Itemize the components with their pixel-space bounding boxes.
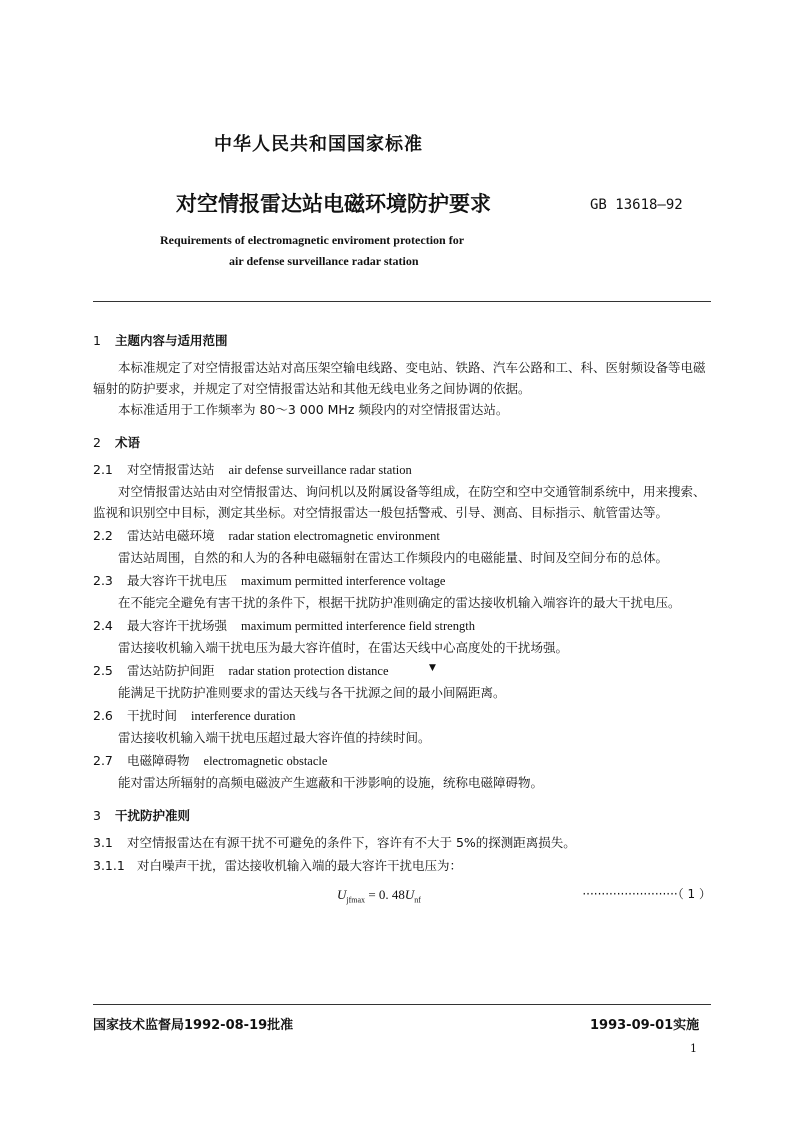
document-title-cn: 对空情报雷达站电磁环境防护要求 <box>176 192 491 216</box>
term-entry: 2.7 电磁障碍物 electromagnetic obstacle 能对雷达所辐射的高频电磁波产生遮蔽和干涉影响的设施，统称电磁障碍物。 <box>93 753 544 790</box>
implementation-date: 1993-09-01实施 <box>590 1018 700 1033</box>
document-title-en-line2: air defense surveillance radar station <box>229 254 419 268</box>
equation-1 <box>93 884 711 908</box>
approval-info: 国家技术监督局1992-08-19批准 <box>93 1018 294 1033</box>
term-entry: 2.1 对空情报雷达站 air defense surveillance radar station 对空情报雷达站由对空情报雷达、询问机以及附属设备等组成，在防空和空中交通管制系统中，用来搜索、监视和识别空中目标，测定其坐标。对空情报雷达一般包括警戒、引导、测高、目标指示、航管雷达等。 <box>93 462 706 520</box>
scan-mark: ▼ <box>429 663 436 673</box>
section-3-heading: 3 干扰防护准则 <box>93 808 191 823</box>
section-1-paragraph-2: 本标准适用于工作频率为 80～3 000 MHz 频段内的对空情报雷达站。 <box>118 402 509 417</box>
clause-3-1: 3.1 对空情报雷达在有源干扰不可避免的条件下，容许有不大于 5%的探测距离损失。 <box>93 835 576 850</box>
section-1-paragraph-1: 本标准规定了对空情报雷达站对高压架空输电线路、变电站、铁路、汽车公路和工、科、医射频设备等电磁辐射的防护要求，并规定了对空情报雷达站和其他无线电业务之间协调的依据。 <box>93 360 706 396</box>
equation-number: ·························（ 1 ） <box>582 887 711 901</box>
footer-divider <box>93 1004 711 1005</box>
term-entry: 2.5 雷达站防护间距 radar station protection distance 能满足干扰防护准则要求的雷达天线与各干扰源之间的最小间隔距离。 <box>93 663 506 700</box>
header-divider <box>93 301 711 302</box>
term-entry: 2.3 最大容许干扰电压 maximum permitted interference voltage 在不能完全避免有害干扰的条件下，根据干扰防护准则确定的雷达接收机输入端容许的最大干扰电压。 <box>93 573 681 610</box>
term-entry: 2.6 干扰时间 interference duration 雷达接收机输入端干扰电压超过最大容许值的持续时间。 <box>93 708 431 745</box>
term-entry: 2.4 最大容许干扰场强 maximum permitted interference field strength 雷达接收机输入端干扰电压为最大容许值时，在雷达天线中心高度处的干扰场强。 <box>93 618 569 655</box>
clause-3-1-1: 3.1.1 对白噪声干扰，雷达接收机输入端的最大容许干扰电压为： <box>93 858 463 873</box>
section-1-heading: 1 主题内容与适用范围 <box>93 333 228 348</box>
term-entry: 2.2 雷达站电磁环境 radar station electromagnetic environment 雷达站周围，自然的和人为的各种电磁辐射在雷达工作频段内的电磁能量、时间及空间分布的总体。 <box>93 528 669 565</box>
equation-formula: $U_{jfmax} = 0$. $48U_{nf}$ <box>337 887 421 905</box>
section-2-heading: 2 术语 <box>93 435 141 450</box>
standard-code: GB 13618—92 <box>590 197 683 213</box>
document-body <box>93 330 711 908</box>
standard-type-heading: 中华人民共和国国家标准 <box>214 134 423 155</box>
page-number: 1 <box>690 1042 697 1055</box>
document-title-en-line1: Requirements of electromagnetic enviroment protection for <box>160 233 465 247</box>
